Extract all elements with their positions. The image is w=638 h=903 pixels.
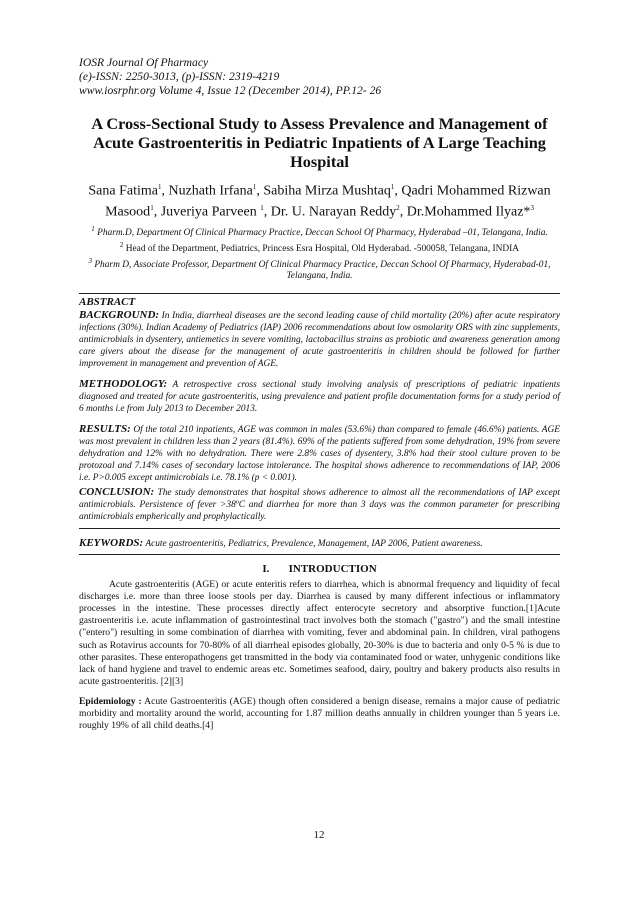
epidemiology-paragraph: Epidemiology : Acute Gastroenteritis (AGE) though often considered a benign disease, remains a major cause of pediatric morbidity and mortality around the world, accounting for 1.87 million deaths annually in children younger than 5 years i.e. roughly 19% of all child deaths.[4] xyxy=(79,695,560,732)
abstract-bottom-rule xyxy=(79,528,560,529)
paper-page xyxy=(79,56,560,740)
keywords: KEYWORDS: Acute gastroenteritis, Pediatrics, Prevalence, Management, IAP 2006, Patient awareness. xyxy=(79,537,483,550)
abstract-results: RESULTS: Of the total 210 inpatients, AGE was common in males (53.6%) than compared to female (46.6%) patients. AGE was most prevalent in children less than 2 years (81.4%). 69% of the patients suffered from some dehydration, 19% from severe dehydration and 12% with no dehydration. There were 2.8% cases of dysentery, 3.8% had their stool culture proven to be protozoal and 7.14% cases of secondary lactose intolerance. The hospital shows adherence to recommendations of IAP, 2006 i.e. P>0.005 except antimicrobials i.e. 78.1% (p < 0.001). xyxy=(79,423,560,484)
journal-issn: (e)-ISSN: 2250-3013, (p)-ISSN: 2319-4219 xyxy=(79,70,280,83)
page-number: 12 xyxy=(313,829,325,841)
abstract-top-rule xyxy=(79,293,560,294)
abstract-heading: ABSTRACT xyxy=(79,296,136,309)
affiliation-2: $^2$ Head of the Department, Pediatrics, Princess Esra Hospital, Old Hyderabad. -500058, Telangana, INDIA xyxy=(119,241,520,255)
section-heading-introduction: I. INTRODUCTION xyxy=(262,563,377,576)
journal-volume: www.iosrphr.org Volume 4, Issue 12 (December 2014), PP.12- 26 xyxy=(79,84,382,97)
affiliation-1: $^1$ Pharm.D, Department Of Clinical Pharmacy Practice, Deccan School Of Pharmacy, Hyderabad –01, Telangana, India. xyxy=(91,225,548,239)
author-list: Sana Fatima$^1$, Nuzhath Irfana$^1$, Sabiha Mirza Mushtaq$^1$, Qadri Mohammed Rizwan Masood$^1$, Juveriya Parveen $^1$, Dr. U. Narayan Reddy$^2$, Dr.Mohammed Ilyaz*$^3$ xyxy=(88,183,551,220)
paper-title: A Cross-Sectional Study to Assess Prevalence and Management of Acute Gastroenteritis in Pediatric Inpatients of A Large Teaching Hospital xyxy=(91,114,548,171)
abstract-methodology: METHODOLOGY: A retrospective cross sectional study involving analysis of prescriptions of pediatric inpatients diagnosed and treated for acute gastroenteritis, using prevalence and patient profile documentation forms for a study period of 6 months i.e from July 2013 to December 2013. xyxy=(79,378,560,415)
abstract-conclusion: CONCLUSION: The study demonstrates that hospital shows adherence to almost all the recommendations of IAP except antimicrobials. Persistence of fever >38ºC and diarrhea for more than 3 days was the common parameter for prescribing antimicrobials empherically and prophylactically. xyxy=(79,486,560,523)
keywords-rule xyxy=(79,554,560,555)
abstract-background: BACKGROUND: In India, diarrheal diseases are the second leading cause of child mortality (20%) after acute respiratory infections (30%). Indian Academy of Pediatrics (IAP) 2006 recommendations about low osmolarity ORS with zinc supplements, antimicrobials in dysentery, antiemetics in severe vomiting, lactobacillus strains as probiotic and awareness generation among care givers about the disease for the management of acute gastroenteritis in children should be followed for further improvement in management and prevention of AGE. xyxy=(79,309,560,370)
journal-name: IOSR Journal Of Pharmacy xyxy=(79,56,209,69)
intro-paragraph: Acute gastroenteritis (AGE) or acute enteritis refers to diarrhea, which is abnormal frequency and liquidity of fecal discharges i.e. more than three loose stools per day. Diarrhea is caused by many different infectious or inflammatory processes in the intestine. These processes directly affect enterocyte secretory and absorptive function.[1]Acute gastroenteritis i.e. acute inflammation of gastrointestinal tract involves both the stomach ("gastro") and the small intestine ("entero") resulting in some combination of diarrhea with vomiting, fever and abdominal pain. In children, viral pathogens such as Rotavirus accounts for 70-80% of all diarrheal episodes globally, 20-30% is due to bacteria and only 0-5 % is due to other parasites. These enteropathogens get transmitted in the body via contaminated food or water, unhygenic conditions like lack of hand hygiene and travel to endemic areas etc. Sometimes seafood, dairy, poultry and bakery products also results in acute gastroenteritis. [2][3] xyxy=(79,579,560,687)
affiliation-3: $^3$ Pharm D, Associate Professor, Department Of Clinical Pharmacy Practice, Deccan School Of Pharmacy, Hyderabad-01, Telangana, India. xyxy=(88,256,551,282)
